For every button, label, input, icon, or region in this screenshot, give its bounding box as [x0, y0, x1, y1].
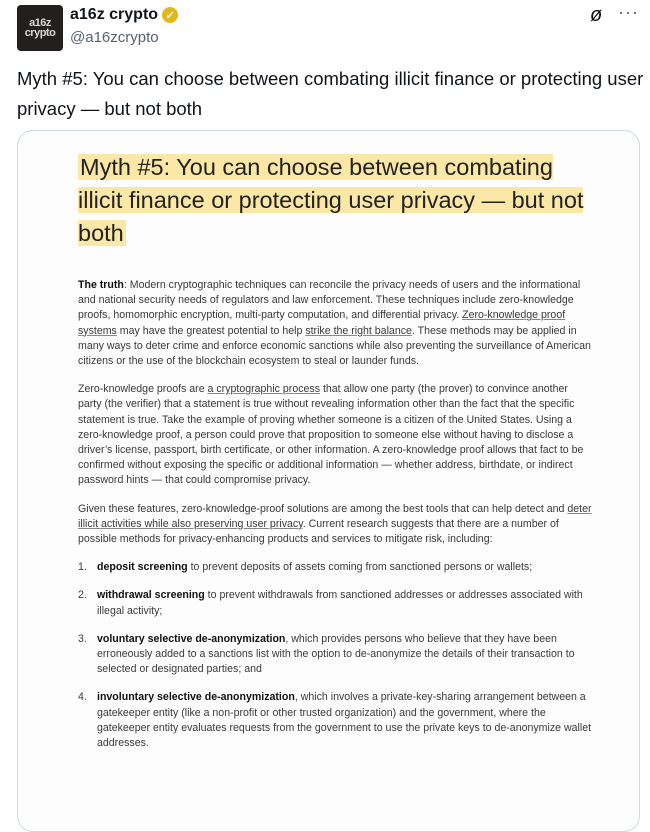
list-number: 1. [78, 561, 87, 574]
bold-text: involuntary selective de-anonymization [97, 691, 295, 704]
author-name-text: a16z crypto [70, 6, 159, 23]
avatar-logo-text: a16z crypto [24, 17, 56, 39]
link: Zero-knowledge proof systems [78, 309, 566, 337]
text: , which involves a private-key-sharing arrangement between a gatekeeper entity (like a non-profit or other trusted organization) and the government, where the gatekeeper entity evaluates requests from the government to use the private keys to de-anonymize wallet addresses. [97, 691, 592, 750]
list-text [97, 632, 593, 678]
bold-text: The truth [78, 279, 124, 291]
document-heading [78, 151, 593, 250]
text: to prevent withdrawals from sanctioned addresses or addresses associated with illegal activity; [97, 589, 583, 617]
bold-text: withdrawal screening [97, 589, 205, 602]
verified-badge-icon: ✓ [162, 7, 178, 23]
text: . These methods may be applied in many ways to deter crime and enforce economic sanctions while also preventing the surveillance of American citizens or the use of the blockchain ecosystem to steal or launder funds. [78, 324, 591, 368]
list-text [97, 690, 593, 751]
paragraph-features [78, 502, 593, 548]
text: Zero-knowledge proofs are [78, 383, 208, 396]
heading-highlight: Myth #5: You can choose between combating illicit finance or protecting user privacy — but not both [78, 154, 584, 246]
methods-list [78, 560, 593, 751]
list-number: 3. [78, 632, 87, 645]
bold-text: voluntary selective de-anonymization [97, 632, 286, 645]
bold-text: deposit screening [97, 561, 188, 574]
link: strike the right balance [305, 324, 412, 337]
document-image-content [78, 151, 593, 764]
list-item [78, 560, 593, 575]
text: that allow one party (the prover) to convince another party (the verifier) that a statement is true without revealing information other than the fact that the specific statement is true. Take the example of proving whether someone is a citizen of the United States. Using a zero-knowledge proof, a person could prove that proposition to someone else without having to disclose a driver’s license, passport, birth certificate, or other information. A zero-knowledge proof allows that fact to be confirmed without exposing the specific or additional information — whether address, birthdate, or indirect password hints — that could compromise privacy. [78, 383, 584, 487]
tweet-text: Myth #5: You can choose between combating illicit finance or protecting user privacy — but not both [17, 68, 644, 119]
link: deter illicit activities while also preserving user privacy [78, 502, 592, 530]
list-number: 4. [78, 691, 87, 704]
text: , which provides persons who believe that they have been erroneously added to a sanctions list with the option to de-anonymize the details of their transaction to selected or designated parties; and [97, 632, 575, 676]
text: . Current research suggests that there are a number of possible methods for privacy-enhancing products and services to mitigate risk, including: [78, 517, 559, 546]
paragraph-zkp [78, 382, 593, 488]
more-icon[interactable]: ··· [618, 2, 639, 22]
grok-icon[interactable]: ø [590, 4, 603, 26]
paragraph-truth [78, 278, 593, 369]
text: may have the greatest potential to help [116, 324, 306, 337]
list-number: 2. [78, 589, 87, 602]
link: a cryptographic process [207, 383, 321, 396]
text: Given these features, zero-knowledge-proof solutions are among the best tools that can help detect and [78, 502, 568, 515]
author-handle[interactable]: @a16zcrypto [70, 29, 159, 46]
text: : Modern cryptographic techniques can reconcile the privacy needs of users and the informational and national security needs of regulators and law enforcement. These techniques include zero-knowledge proofs, homomorphic encryption, multi-party computation, and differential privacy. [78, 279, 581, 322]
list-item [78, 690, 593, 751]
list-item [78, 588, 593, 618]
list-text [97, 588, 593, 618]
text: to prevent deposits of assets coming from sanctioned persons or wallets; [187, 561, 533, 574]
list-item [78, 632, 593, 678]
list-text [97, 560, 532, 575]
tweet-image[interactable] [17, 130, 640, 832]
avatar[interactable] [17, 5, 63, 51]
author-name[interactable] [70, 6, 178, 24]
